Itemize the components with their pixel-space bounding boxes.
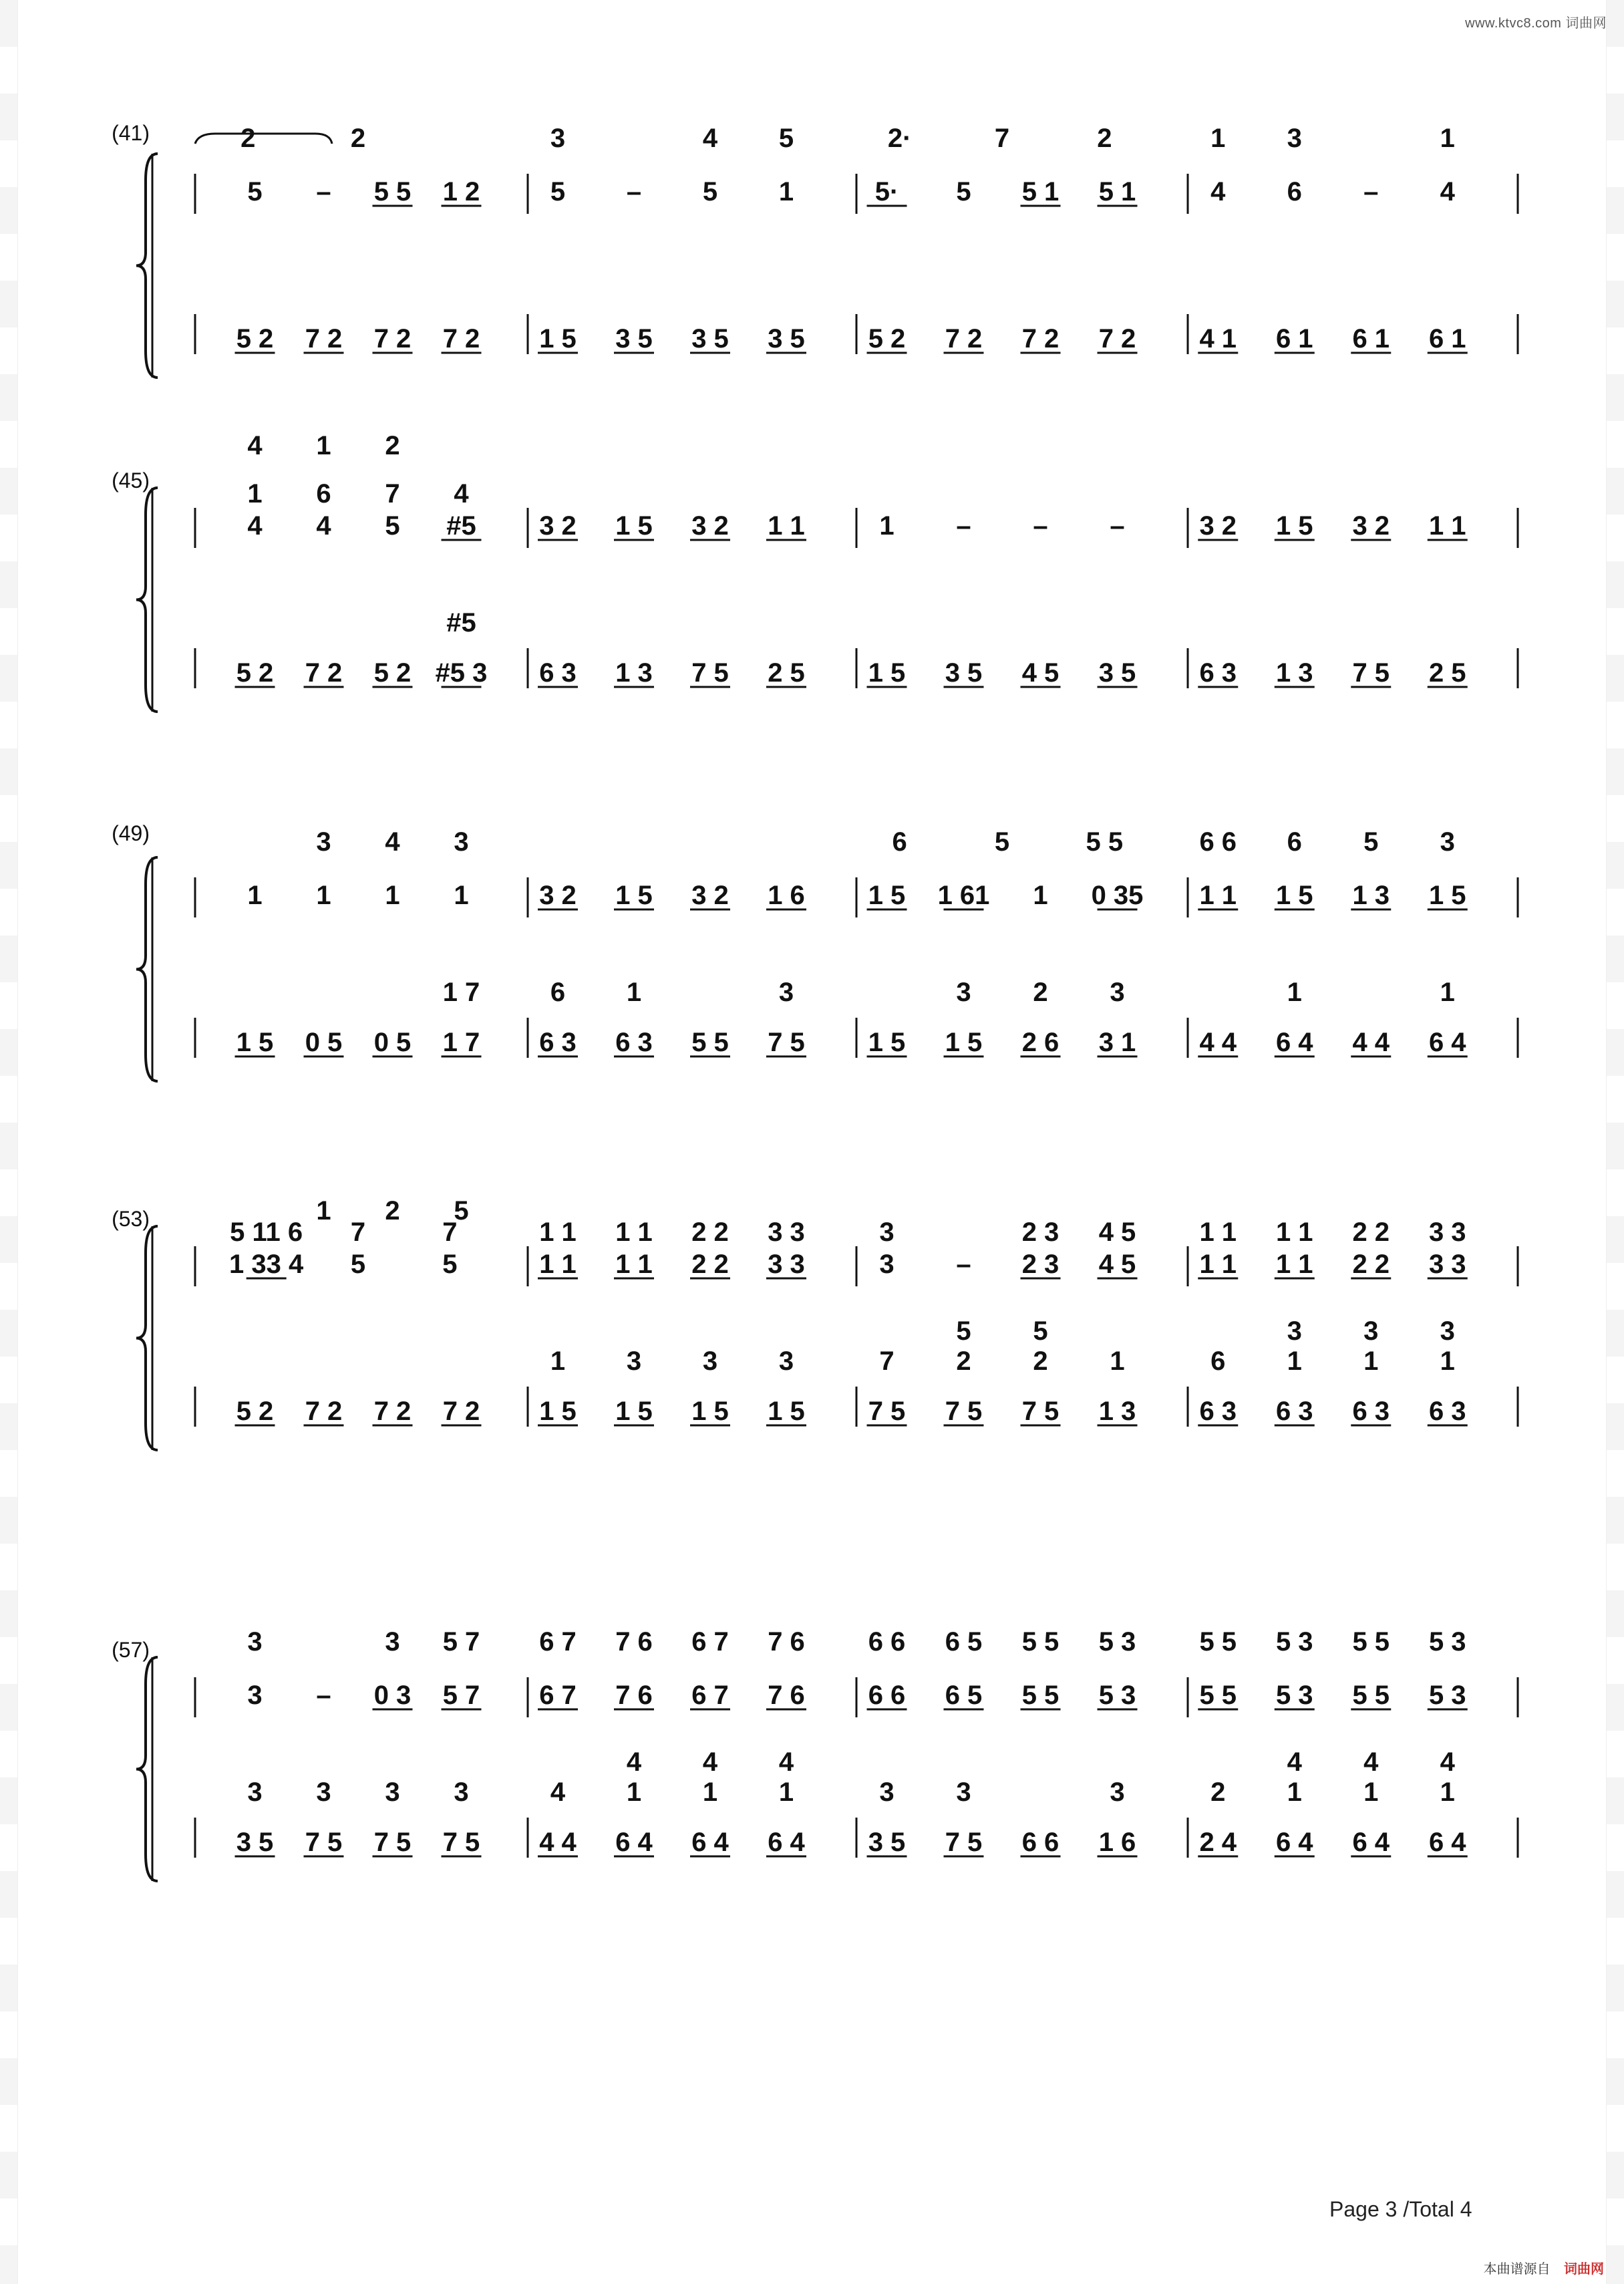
melody-note-group: 1 33 4 <box>229 1250 304 1279</box>
bass-note-group: 7 5 <box>691 658 729 688</box>
melody-note-group: 3 <box>247 1681 263 1710</box>
bass-note-group: 7 2 <box>945 324 983 353</box>
bass-note-group: 1 5 <box>945 1028 983 1057</box>
melody-note-group: 1 <box>247 881 263 910</box>
melody-note-group: 2 <box>1210 1777 1226 1807</box>
melody-note-group: 1 <box>550 1346 566 1376</box>
melody-note-group: 4 <box>316 511 331 541</box>
bass-note-group: 1 6 <box>1098 1828 1136 1857</box>
system-brace <box>136 1226 158 1450</box>
melody-note-group: 5 <box>1033 1316 1048 1346</box>
bass-note-group: 3 5 <box>615 324 653 353</box>
melody-note-group: 3 <box>956 1777 971 1807</box>
bass-note-group: 1 5 <box>868 1028 906 1057</box>
melody-note-group: 4 <box>702 1747 718 1777</box>
melody-note-group: 1 <box>1363 1777 1379 1807</box>
melody-note-group: 3 <box>1110 978 1125 1007</box>
melody-note-group: 4 <box>778 1747 794 1777</box>
melody-note-group: 1 1 <box>539 1218 577 1247</box>
melody-note-group: 3 <box>1110 1777 1125 1807</box>
melody-note-group: 5 <box>956 1316 971 1346</box>
bass-note-group: 7 5 <box>1352 658 1390 688</box>
bass-note-group: 6 4 <box>1352 1828 1390 1857</box>
melody-note-group: 5 3 <box>1098 1627 1136 1657</box>
bass-note-group: 7 2 <box>373 324 412 353</box>
melody-note-group: 5 3 <box>1428 1681 1466 1710</box>
bass-note-group: 6 4 <box>691 1828 729 1857</box>
melody-note-group: 1 <box>1287 978 1302 1007</box>
bass-note-group: 7 5 <box>945 1397 983 1426</box>
melody-note-group: 3 <box>385 1777 400 1807</box>
slur-arc <box>195 134 332 144</box>
bass-note-group: 3 5 <box>945 658 983 688</box>
melody-note-group: 5 5 <box>1199 1681 1237 1710</box>
bass-note-group: 6 3 <box>1275 1397 1313 1426</box>
melody-note-group: 1 <box>385 881 400 910</box>
melody-note-group: 1 <box>316 431 331 460</box>
system-brace <box>136 857 158 1081</box>
melody-note-group: 1 5 <box>1428 881 1466 910</box>
melody-note-group: 3 <box>316 1777 331 1807</box>
melody-note-group: 6 6 <box>868 1681 906 1710</box>
melody-note-group: 2· <box>887 124 912 153</box>
melody-note-group: – <box>316 1681 331 1710</box>
melody-note-group: 2 <box>1097 124 1112 153</box>
melody-note-group: 5 7 <box>442 1627 480 1657</box>
melody-note-group: 5 5 <box>1021 1681 1060 1710</box>
melody-note-group: 5 7 <box>442 1681 480 1710</box>
melody-note-group: 7 6 <box>615 1681 653 1710</box>
bass-note-group: 5 2 <box>373 658 412 688</box>
melody-note-group: 5 1 <box>1098 177 1136 206</box>
melody-note-group: 2 3 <box>1021 1250 1060 1279</box>
bass-note-group: 1 7 <box>442 1028 480 1057</box>
bass-note-group: 3 5 <box>1098 658 1136 688</box>
melody-note-group: 5 5 <box>1352 1681 1390 1710</box>
melody-note-group: 1 <box>1110 1346 1125 1376</box>
melody-note-group: 2 <box>1033 978 1048 1007</box>
melody-note-group: 1 1 <box>615 1250 653 1279</box>
melody-note-group: 7 6 <box>768 1627 805 1657</box>
melody-note-group: 4 <box>247 431 263 460</box>
bass-note-group: 4 5 <box>1021 658 1060 688</box>
bass-note-group: 1 3 <box>1275 658 1313 688</box>
melody-note-group: 5 5 <box>373 177 412 206</box>
melody-note-group: 3 <box>879 1218 895 1247</box>
footer-brand-logo: 词曲网 <box>1564 2261 1604 2277</box>
melody-note-group: 1 5 <box>1275 881 1313 910</box>
melody-note-group: 3 <box>1440 1316 1455 1346</box>
melody-note-group: 1 1 <box>539 1250 577 1279</box>
melody-note-group: 5 5 <box>1086 827 1124 857</box>
bass-note-group: 6 4 <box>1275 1028 1313 1057</box>
melody-note-group: 3 <box>550 124 566 153</box>
melody-note-group: 1 <box>1033 881 1048 910</box>
melody-note-group: 3 <box>316 827 331 857</box>
bass-note-group: 1 5 <box>236 1028 274 1057</box>
melody-note-group: 1 <box>454 881 469 910</box>
melody-note-group: 1 1 <box>615 1218 653 1247</box>
melody-note-group: – <box>316 177 331 206</box>
melody-note-group: 6 5 <box>945 1627 983 1657</box>
melody-note-group: 5 <box>350 1250 366 1279</box>
melody-note-group: 3 <box>702 1346 718 1376</box>
bass-note-group: 7 5 <box>442 1828 480 1857</box>
melody-note-group: 1 <box>1440 978 1455 1007</box>
melody-note-group: 6 5 <box>945 1681 983 1710</box>
melody-note-group: 3 2 <box>1352 511 1390 541</box>
bass-note-group: 6 1 <box>1275 324 1313 353</box>
melody-note-group: 3 <box>778 1346 794 1376</box>
bass-note-group: 2 6 <box>1021 1028 1060 1057</box>
melody-note-group: 1 1 <box>1275 1218 1313 1247</box>
melody-note-group: 1 <box>778 177 794 206</box>
melody-note-group: 3 <box>956 978 971 1007</box>
melody-note-group: 2 <box>1033 1346 1048 1376</box>
melody-note-group: 6 7 <box>691 1627 729 1657</box>
bass-note-group: 6 6 <box>1021 1828 1060 1857</box>
melody-note-group: 6 6 <box>868 1627 906 1657</box>
measure-number: (45) <box>112 468 150 492</box>
melody-note-group: 1 2 <box>442 177 480 206</box>
melody-note-group: 3 2 <box>1199 511 1237 541</box>
bass-note-group: #5 3 <box>435 658 488 688</box>
bass-note-group: 1 3 <box>1098 1397 1136 1426</box>
melody-note-group: 4 <box>1440 1747 1455 1777</box>
bass-note-group: 6 3 <box>1199 658 1237 688</box>
melody-note-group: 3 <box>1287 124 1302 153</box>
system-brace <box>136 488 158 712</box>
melody-note-group: 7 <box>994 124 1010 153</box>
melody-note-group: 6 7 <box>691 1681 729 1710</box>
melody-note-group: 7 6 <box>768 1681 805 1710</box>
bass-note-group: 7 2 <box>1021 324 1060 353</box>
melody-note-group: 1 <box>316 881 331 910</box>
melody-note-group: 5 3 <box>1098 1681 1136 1710</box>
melody-note-group: 3 <box>879 1777 895 1807</box>
bass-note-group: 7 5 <box>373 1828 412 1857</box>
melody-note-group: – <box>1363 177 1379 206</box>
bass-note-group: 7 5 <box>305 1828 343 1857</box>
melody-note-group: 7 <box>442 1218 458 1247</box>
melody-note-group: 4 <box>247 511 263 541</box>
melody-note-group: 1 <box>778 1777 794 1807</box>
melody-note-group: 1 5 <box>615 881 653 910</box>
melody-note-group: 1 5 <box>868 881 906 910</box>
melody-note-group: 1 6 <box>768 881 805 910</box>
melody-note-group: 6 <box>316 479 331 509</box>
melody-note-group: 3 <box>247 1777 263 1807</box>
melody-note-group: 4 <box>702 124 718 153</box>
bass-note-group: 6 1 <box>1352 324 1390 353</box>
bass-note-group: 6 3 <box>539 658 577 688</box>
melody-note-group: 1 61 <box>937 881 990 910</box>
bass-note-group: 5 2 <box>236 324 274 353</box>
bass-note-group: 5 2 <box>236 1397 274 1426</box>
melody-note-group: 1 3 <box>1352 881 1390 910</box>
melody-note-group: 1 <box>316 1196 331 1226</box>
melody-note-group: 1 <box>1287 1346 1302 1376</box>
melody-note-group: 5 11 6 <box>230 1218 303 1247</box>
melody-note-group: 1 1 <box>1428 511 1466 541</box>
melody-note-group: 7 <box>385 479 400 509</box>
melody-note-group: 1 <box>1210 124 1226 153</box>
melody-note-group: 5 5 <box>1352 1627 1390 1657</box>
melody-note-group: 4 5 <box>1098 1250 1136 1279</box>
bass-note-group: 6 3 <box>1352 1397 1390 1426</box>
bass-note-group: 7 2 <box>1098 324 1136 353</box>
bass-note-group: 7 2 <box>305 658 343 688</box>
melody-note-group: 1 <box>626 978 642 1007</box>
melody-note-group: 1 1 <box>1199 1218 1237 1247</box>
melody-note-group: 3 <box>385 1627 400 1657</box>
melody-note-group: 1 1 <box>1199 881 1237 910</box>
melody-note-group: 2 2 <box>691 1250 729 1279</box>
melody-note-group: 3 3 <box>1428 1250 1466 1279</box>
melody-note-group: #5 <box>446 608 476 637</box>
bass-note-group: 4 4 <box>1352 1028 1390 1057</box>
melody-note-group: 1 1 <box>768 511 805 541</box>
melody-note-group: – <box>1110 511 1125 541</box>
melody-note-group: 4 <box>1440 177 1455 206</box>
bass-note-group: 2 5 <box>768 658 805 688</box>
bass-note-group: 5 5 <box>691 1028 729 1057</box>
bass-note-group: 4 4 <box>1199 1028 1237 1057</box>
melody-note-group: 1 <box>626 1777 642 1807</box>
melody-note-group: 6 6 <box>1199 827 1237 857</box>
bass-note-group: 6 4 <box>768 1828 805 1857</box>
melody-note-group: 5 <box>778 124 794 153</box>
melody-note-group: 1 <box>702 1777 718 1807</box>
bass-note-group: 1 5 <box>768 1397 805 1426</box>
melody-note-group: 3 2 <box>539 881 577 910</box>
melody-note-group: 3 2 <box>539 511 577 541</box>
melody-note-group: 3 <box>454 827 469 857</box>
melody-note-group: 5 5 <box>1199 1627 1237 1657</box>
melody-note-group: 3 <box>247 1627 263 1657</box>
melody-note-group: 3 <box>1363 1316 1379 1346</box>
melody-note-group: 1 <box>1440 124 1455 153</box>
melody-note-group: 2 <box>956 1346 971 1376</box>
bass-note-group: 6 3 <box>1428 1397 1466 1426</box>
melody-note-group: #5 <box>446 511 476 541</box>
melody-note-group: 3 <box>778 978 794 1007</box>
bass-note-group: 2 4 <box>1199 1828 1237 1857</box>
melody-note-group: – <box>1033 511 1048 541</box>
bass-note-group: 7 2 <box>373 1397 412 1426</box>
bass-note-group: 2 5 <box>1428 658 1466 688</box>
bass-note-group: 7 2 <box>305 1397 343 1426</box>
melody-note-group: 5 <box>1363 827 1379 857</box>
melody-note-group: 1 1 <box>1275 1250 1313 1279</box>
system-brace <box>136 154 158 378</box>
melody-note-group: 1 <box>879 511 895 541</box>
bass-note-group: 6 4 <box>1428 1828 1466 1857</box>
bass-note-group: 3 5 <box>868 1828 906 1857</box>
melody-note-group: 5 1 <box>1021 177 1060 206</box>
bass-note-group: 3 1 <box>1098 1028 1136 1057</box>
bass-note-group: 6 3 <box>615 1028 653 1057</box>
bass-note-group: 5 2 <box>236 658 274 688</box>
melody-note-group: 2 2 <box>691 1218 729 1247</box>
melody-note-group: 3 <box>626 1346 642 1376</box>
melody-note-group: 5 3 <box>1275 1681 1313 1710</box>
bass-note-group: 1 3 <box>615 658 653 688</box>
melody-note-group: 0 3 <box>373 1681 412 1710</box>
melody-note-group: 1 <box>1440 1777 1455 1807</box>
melody-note-group: 3 3 <box>768 1218 805 1247</box>
melody-note-group: 4 <box>626 1747 642 1777</box>
melody-note-group: 2 <box>350 124 366 153</box>
measure-number: (41) <box>112 121 150 145</box>
melody-note-group: 5 <box>550 177 566 206</box>
melody-note-group: 7 <box>879 1346 895 1376</box>
bass-note-group: 1 5 <box>539 324 577 353</box>
melody-note-group: – <box>956 1250 971 1279</box>
melody-note-group: 5 <box>702 177 718 206</box>
melody-note-group: – <box>956 511 971 541</box>
bass-note-group: 1 5 <box>691 1397 729 1426</box>
bass-note-group: 7 2 <box>305 324 343 353</box>
melody-note-group: 6 7 <box>539 1681 577 1710</box>
melody-note-group: – <box>626 177 642 206</box>
melody-note-group: 5 3 <box>1275 1627 1313 1657</box>
melody-note-group: 6 <box>1287 177 1302 206</box>
melody-note-group: 4 <box>550 1777 566 1807</box>
melody-note-group: 4 <box>1287 1747 1302 1777</box>
melody-note-group: 4 <box>1210 177 1226 206</box>
measure-number: (57) <box>112 1638 150 1662</box>
melody-note-group: 1 5 <box>615 511 653 541</box>
bass-note-group: 3 5 <box>768 324 805 353</box>
melody-note-group: 3 2 <box>691 881 729 910</box>
melody-note-group: 4 <box>1363 1747 1379 1777</box>
melody-note-group: 2 <box>385 1196 400 1226</box>
bass-note-group: 7 5 <box>945 1828 983 1857</box>
footer-brand-source: 本曲谱源自 <box>1483 2261 1551 2277</box>
footer-brand <box>1484 2258 1604 2277</box>
melody-note-group: 5 <box>956 177 971 206</box>
page-indicator: Page 3 /Total 4 <box>1329 2197 1472 2221</box>
melody-note-group: 3 <box>454 1777 469 1807</box>
melody-note-group: 6 <box>550 978 566 1007</box>
melody-note-group: 1 7 <box>442 978 480 1007</box>
melody-note-group: 5 <box>994 827 1010 857</box>
bass-note-group: 6 4 <box>1428 1028 1466 1057</box>
melody-note-group: 7 6 <box>615 1627 653 1657</box>
melody-note-group: 1 <box>1440 1346 1455 1376</box>
melody-note-group: 6 <box>1210 1346 1226 1376</box>
melody-note-group: 5 <box>454 1196 469 1226</box>
bass-note-group: 4 4 <box>539 1828 577 1857</box>
melody-note-group: 3 <box>1440 827 1455 857</box>
melody-note-group: 4 5 <box>1098 1218 1136 1247</box>
bass-note-group: 7 2 <box>442 324 480 353</box>
melody-note-group: 5· <box>874 177 899 206</box>
bass-note-group: 0 5 <box>305 1028 343 1057</box>
measure-number: (53) <box>112 1207 150 1231</box>
bass-note-group: 7 5 <box>1021 1397 1060 1426</box>
melody-note-group: 2 <box>240 124 256 153</box>
measure-number: (49) <box>112 821 150 845</box>
melody-note-group: 2 <box>385 431 400 460</box>
melody-note-group: 1 5 <box>1275 511 1313 541</box>
melody-note-group: 6 <box>1287 827 1302 857</box>
bass-note-group: 3 5 <box>236 1828 274 1857</box>
bass-note-group: 6 1 <box>1428 324 1466 353</box>
melody-note-group: 5 3 <box>1428 1627 1466 1657</box>
melody-note-group: 5 <box>442 1250 458 1279</box>
bass-note-group: 7 5 <box>768 1028 805 1057</box>
melody-note-group: 4 <box>454 479 469 509</box>
melody-note-group: 1 <box>1363 1346 1379 1376</box>
bass-note-group: 7 2 <box>442 1397 480 1426</box>
melody-note-group: 7 <box>350 1218 366 1247</box>
melody-note-group: 6 <box>892 827 907 857</box>
melody-note-group: 0 35 <box>1091 881 1144 910</box>
melody-note-group: 2 2 <box>1352 1250 1390 1279</box>
site-url-header: www.ktvc8.com 词曲网 <box>1465 16 1607 31</box>
melody-note-group: 1 1 <box>1199 1250 1237 1279</box>
melody-note-group: 5 <box>385 511 400 541</box>
melody-note-group: 4 <box>385 827 400 857</box>
bass-note-group: 4 1 <box>1199 324 1237 353</box>
melody-note-group: 3 3 <box>1428 1218 1466 1247</box>
melody-note-group: 5 5 <box>1021 1627 1060 1657</box>
melody-note-group: 5 <box>247 177 263 206</box>
bass-note-group: 6 3 <box>539 1028 577 1057</box>
bass-note-group: 6 4 <box>615 1828 653 1857</box>
bass-note-group: 3 5 <box>691 324 729 353</box>
bass-note-group: 0 5 <box>373 1028 412 1057</box>
melody-note-group: 3 <box>879 1250 895 1279</box>
bass-note-group: 6 3 <box>1199 1397 1237 1426</box>
bass-note-group: 7 5 <box>868 1397 906 1426</box>
bass-note-group: 1 5 <box>615 1397 653 1426</box>
melody-note-group: 3 3 <box>768 1250 805 1279</box>
melody-note-group: 3 <box>1287 1316 1302 1346</box>
melody-note-group: 1 <box>247 479 263 509</box>
melody-note-group: 2 2 <box>1352 1218 1390 1247</box>
melody-note-group: 6 7 <box>539 1627 577 1657</box>
melody-note-group: 2 3 <box>1021 1218 1060 1247</box>
system-brace <box>136 1657 158 1881</box>
bass-note-group: 1 5 <box>539 1397 577 1426</box>
bass-note-group: 5 2 <box>868 324 906 353</box>
bass-note-group: 6 4 <box>1275 1828 1313 1857</box>
bass-note-group: 1 5 <box>868 658 906 688</box>
melody-note-group: 1 <box>1287 1777 1302 1807</box>
melody-note-group: 3 2 <box>691 511 729 541</box>
